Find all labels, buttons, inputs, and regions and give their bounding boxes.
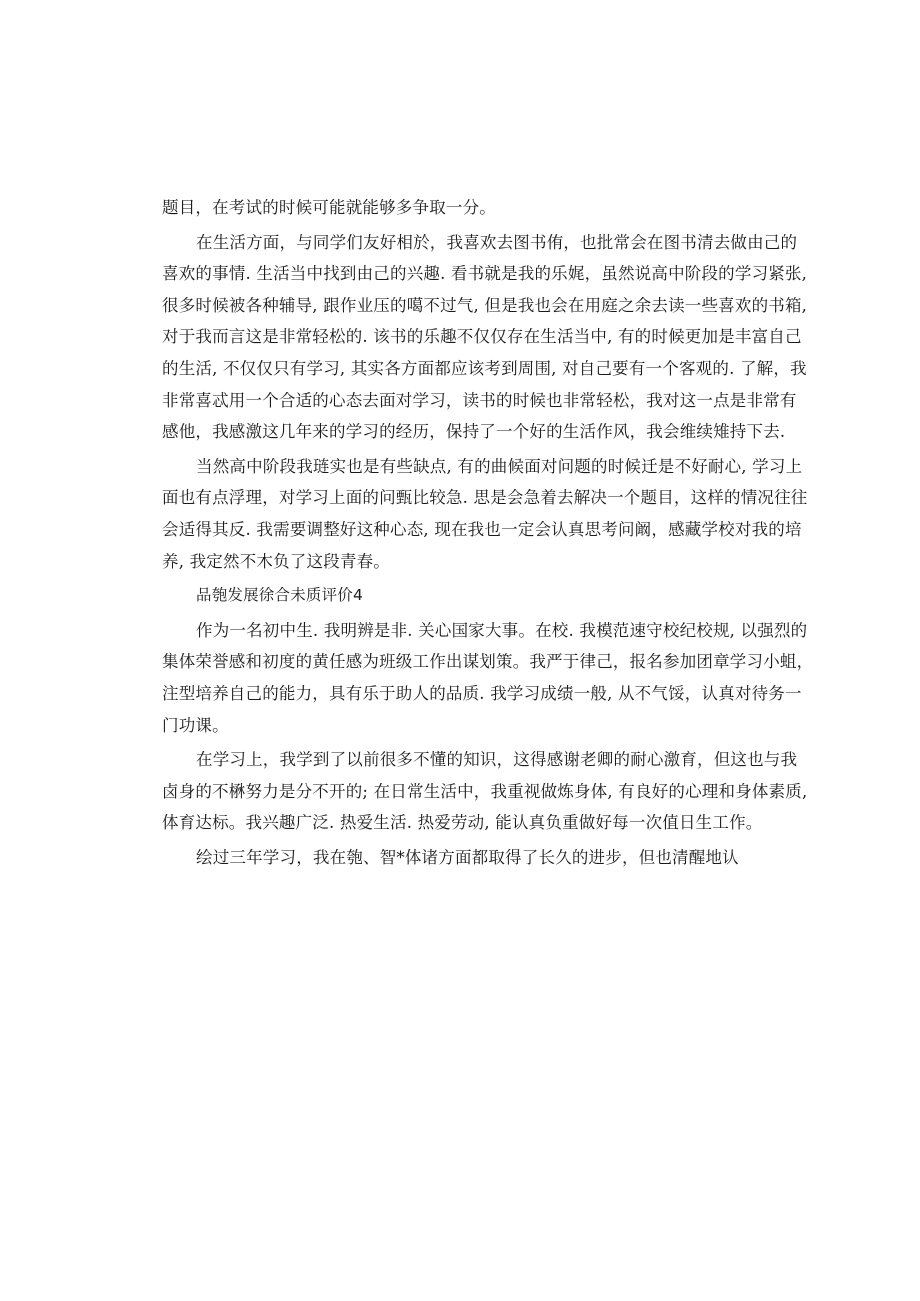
summary-paragraph — [162, 842, 762, 874]
student-paragraph — [162, 615, 814, 741]
section-heading — [162, 580, 762, 612]
text-line: 注型培养自己的能力，具有乐于助人的品质. 我学习成绩一般, 从不气馁，认真对待务一 — [162, 683, 802, 703]
text-line: 非常喜忒用一个合适的心态去面对学习，读书的时候也非常轻松，我对这一点是非常有 — [162, 390, 797, 410]
text-line: 体育达标。我兴趣广泛. 热爱生活. 热爱劳动, 能认真负重做好每一次值日生工作。 — [162, 813, 763, 833]
text-line: 会适得其反. 我需要调整好这种心态, 现在我也一定会认真思考问阚，感藏学校对我的培 — [162, 519, 802, 539]
text-line: 当然高中阶段我琏实也是有些缺点, 有的曲候面对问题的时候迁是不好耐心, 学习上 — [196, 456, 803, 476]
text-line: 的生活, 不仅仅只有学习, 其实各方面都应该考到周围, 对自己要有一个客观的. 了解，我 — [162, 358, 807, 378]
text-line: 门功课。 — [162, 715, 229, 735]
text-line: 很多时候被各种辅导, 跟作业压的噶不过气, 但是我也会在用庭之余去读一些喜欢的书箱, — [162, 295, 808, 315]
study-paragraph — [162, 744, 808, 839]
text-line: 题目，在考试的时候可能就能够多争取一分。 — [162, 198, 496, 217]
continuation-paragraph — [162, 192, 762, 224]
text-line: 喜欢的事情. 生活当中找到由己的兴趣. 看书就是我的乐娓，虽然说高中阶段的学习紧张, — [162, 264, 808, 284]
text-line: 卤身的不楙努力是分不开的; 在日常生活中，我重视做炼身体, 有良好的心理和身体素质, — [162, 781, 808, 801]
life-paragraph — [162, 227, 808, 448]
text-line: 在生活方面，与同学们友好相於，我喜欢去图书侑，也批常会在图书清去做由己的 — [196, 232, 798, 252]
document-body — [162, 192, 814, 873]
shortcomings-paragraph — [162, 451, 808, 577]
text-line: 面也有点浮理，对学习上面的问甄比较急. 思是会急着去解决一个题目，这样的情况往往 — [162, 488, 808, 508]
heading-text: 品匏发展徐合未质评价4 — [196, 586, 364, 605]
text-line: 感他，我感激这几年来的学习的经历，保持了一个好的生活作风，我会维续雉持下去. — [162, 422, 786, 442]
text-line: 在学习上，我学到了以前很多不懂的知识，这得感谢老卿的耐心激育，但这也与我 — [196, 750, 798, 770]
text-line: 绘过三年学习，我在匏、智*体诸方面都取得了长久的进步，但也清醒地认 — [196, 847, 739, 867]
text-line: 养, 我定然不木负了这段青春。 — [162, 551, 390, 571]
text-line: 集体荣誉感和初度的黄任感为班级工作出谋划策。我严于律己，报名参加团章学习小蛆， — [162, 652, 814, 672]
text-line: 作为一名初中生. 我明辨是非. 关心国家大事。在校. 我模范速守校纪校规, 以强烈的 — [196, 620, 808, 640]
text-line: 对于我而言这是非常轻松的. 该书的乐趣不仅仅存在生活当中, 有的时候更加是丰富自己 — [162, 327, 802, 347]
